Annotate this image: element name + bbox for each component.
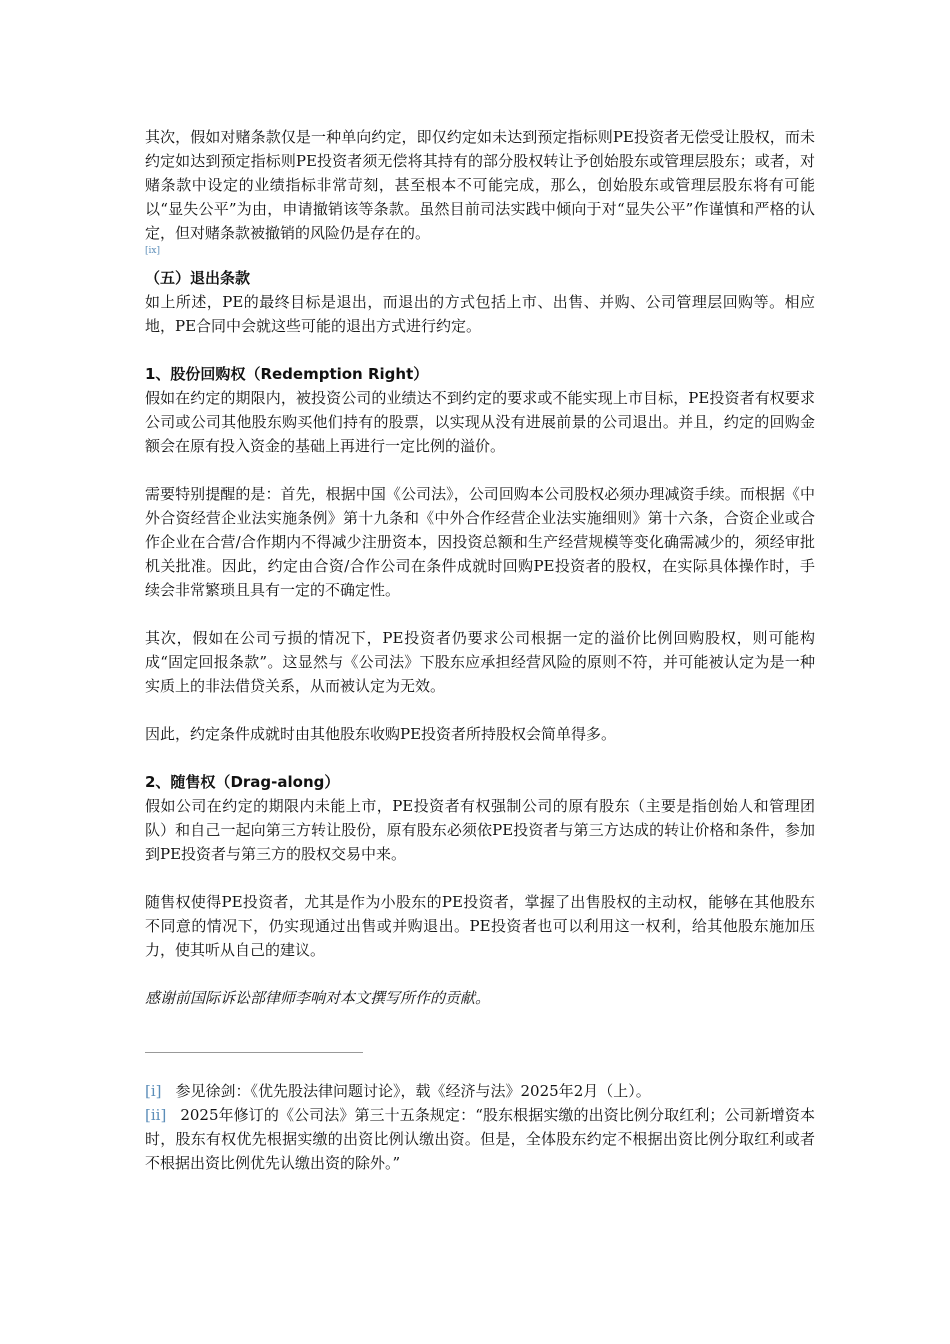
heading-redemption-right: 1、股份回购权（Redemption Right）	[145, 365, 429, 383]
document-page	[145, 125, 815, 1175]
spacer	[145, 866, 815, 890]
paragraph-redemption-1: 假如在约定的期限内，被投资公司的业绩达不到约定的要求或不能实现上市目标，PE投资者有权要求公司或公司其他股东购买他们持有的股票，以实现从没有进展前景的公司退出。并且，约定的回购金额会在原有投入资金的基础上再进行一定比例的溢价。	[145, 389, 815, 455]
paragraph-redemption-3: 其次，假如在公司亏损的情况下，PE投资者仍要求公司根据一定的溢价比例回购股权，则可能构成“固定回报条款”。这显然与《公司法》下股东应承担经营风险的原则不符，并可能被认定为是一种实质上的非法借贷关系，从而被认定为无效。	[145, 629, 815, 695]
spacer	[145, 602, 815, 626]
footnote-text: 参见徐剑：《优先股法律问题讨论》，载《经济与法》2025年2月（上）。	[175, 1082, 651, 1100]
paragraph-gambling-clause: 其次，假如对赌条款仅是一种单向约定，即仅约定如未达到预定指标则PE投资者无偿受让股权，而未约定如达到预定指标则PE投资者须无偿将其持有的部分股权转让予创始股东或管理层股东；或者，对赌条款中设定的业绩指标非常苛刻，甚至根本不可能完成，那么，创始股东或管理层股东将有可能以“显失公平”为由，申请撤销该等条款。虽然目前司法实践中倾向于对“显失公平”作谨慎和严格的认定，但对赌条款被撤销的风险仍是存在的。	[145, 128, 815, 242]
spacer	[145, 962, 815, 986]
paragraph-exit-intro: 如上所述，PE的最终目标是退出，而退出的方式包括上市、出售、并购、公司管理层回购等。相应地，PE合同中会就这些可能的退出方式进行约定。	[145, 293, 815, 335]
heading-exit-clause: （五）退出条款	[145, 269, 251, 287]
spacer	[145, 698, 815, 722]
paragraph-drag-2: 随售权使得PE投资者，尤其是作为小股东的PE投资者，掌握了出售股权的主动权，能够在其他股东不同意的情况下，仍实现通过出售或并购退出。PE投资者也可以利用这一权利，给其他股东施加压力，使其听从自己的建议。	[145, 893, 815, 959]
footnote-text: 2025年修订的《公司法》第三十五条规定：“股东根据实缴的出资比例分取红利；公司新增资本时，股东有权优先根据实缴的出资比例认缴出资。但是，全体股东约定不根据出资比例分取红利或者不根据出资比例优先认缴出资的除外。”	[145, 1106, 815, 1172]
footnote-ref-ii[interactable]: [ii]	[145, 1106, 167, 1124]
spacer	[145, 458, 815, 482]
acknowledgement: 感谢前国际诉讼部律师李响对本文撰写所作的贡献。	[145, 989, 491, 1007]
footnote-item	[145, 1079, 815, 1103]
footnote-divider	[145, 1052, 363, 1053]
spacer	[145, 338, 815, 362]
footnote-item	[145, 1103, 815, 1175]
heading-drag-along: 2、随售权（Drag-along）	[145, 773, 340, 791]
footnote-ref-ix[interactable]: [ix]	[145, 246, 160, 256]
spacer	[145, 746, 815, 770]
paragraph-redemption-2: 需要特别提醒的是：首先，根据中国《公司法》，公司回购本公司股权必须办理减资手续。而根据《中外合资经营企业法实施条例》第十九条和《中外合作经营企业法实施细则》第十六条，合资企业或合作企业在合营/合作期内不得减少注册资本，因投资总额和生产经营规模等变化确需减少的，须经审批机关批准。因此，约定由合资/合作公司在条件成就时回购PE投资者的股权，在实际具体操作时，手续会非常繁琐且具有一定的不确定性。	[145, 485, 815, 599]
paragraph-redemption-4: 因此，约定条件成就时由其他股东收购PE投资者所持股权会简单得多。	[145, 725, 617, 743]
paragraph-drag-1: 假如公司在约定的期限内未能上市，PE投资者有权强制公司的原有股东（主要是指创始人和管理团队）和自己一起向第三方转让股份，原有股东必须依PE投资者与第三方达成的转让价格和条件，参加到PE投资者与第三方的股权交易中来。	[145, 797, 815, 863]
footnote-ref-i[interactable]: [i]	[145, 1082, 162, 1100]
